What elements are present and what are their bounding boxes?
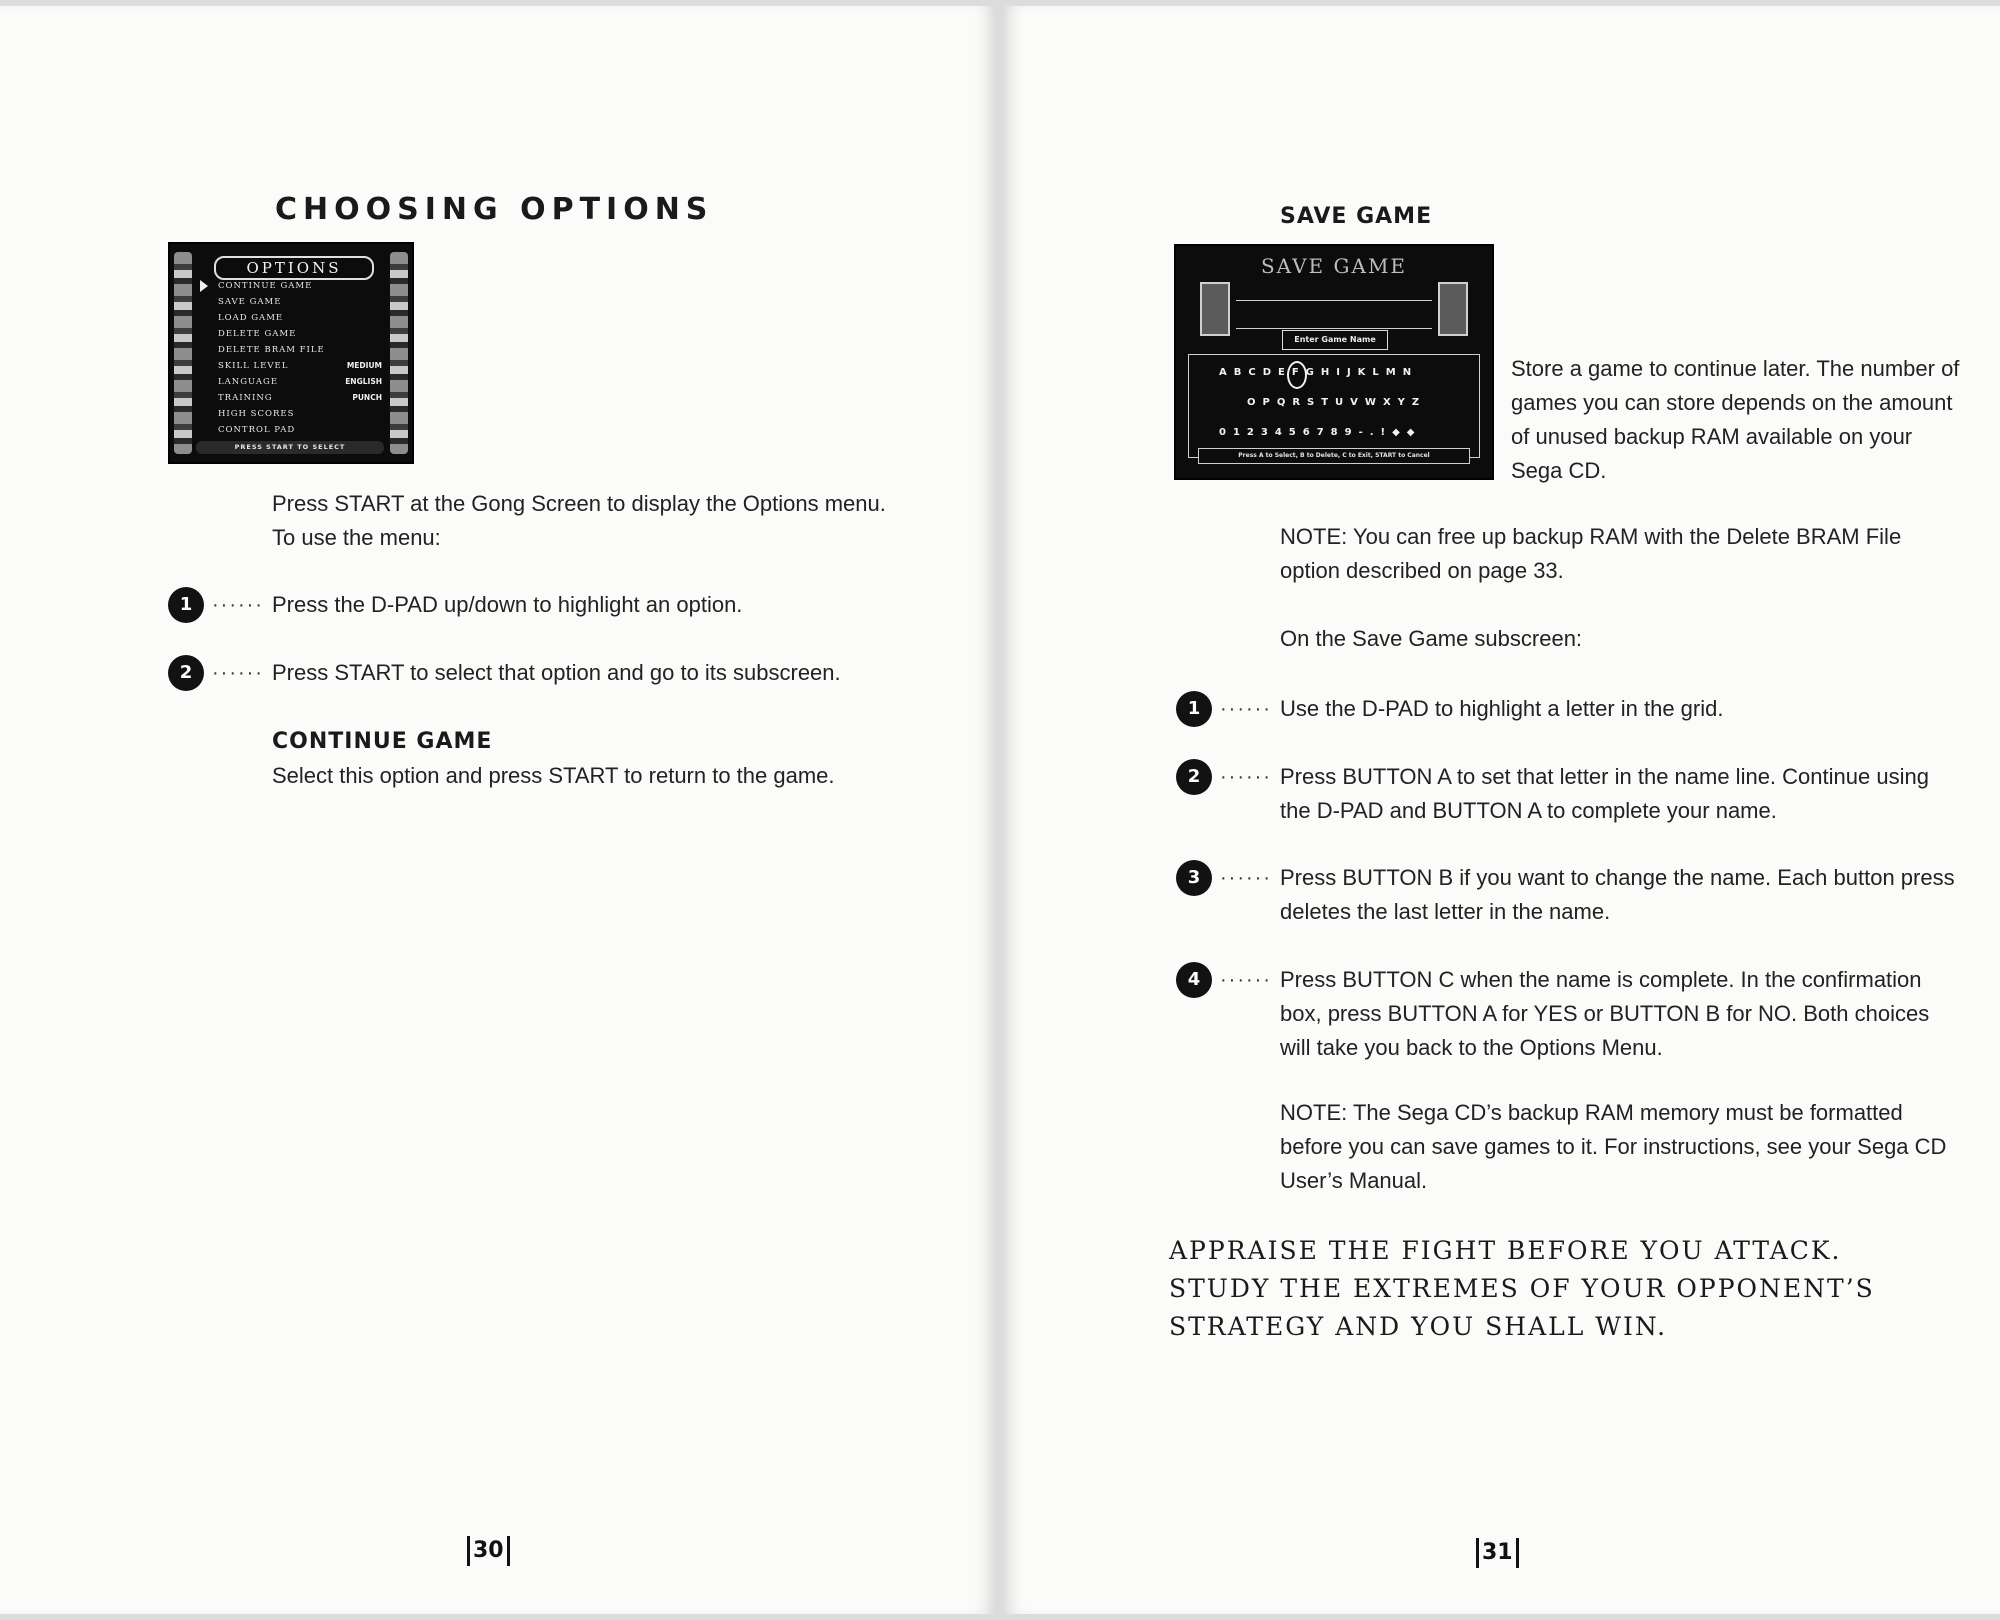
note-format-ram: NOTE: The Sega CD’s backup RAM memory must be formatted before you can save games to it. For instructions, see your Sega CD User’s Manual. [1280,1100,1947,1193]
step-number-1: 1 [1176,691,1212,727]
page-number-bar [1476,1538,1479,1568]
option-values [326,358,382,406]
selector-arrow-icon [200,280,208,292]
options-title: OPTIONS [214,256,374,280]
right-page [1003,6,2000,1614]
letter-row-3: 0123456789-.!◆◆ [1219,427,1422,438]
step-text-2: Press BUTTON A to set that letter in the name line. Continue using the D-PAD and BUTTON A to complete your name. [1280,764,1929,823]
step-dots: ······ [1220,698,1272,720]
frame-line [1236,328,1432,329]
option-control-pad: CONTROL PAD [218,425,296,435]
continue-game-heading: CONTINUE GAME [272,729,493,754]
step-number-2: 2 [168,655,204,691]
skill-value: MEDIUM [346,361,382,370]
save-game-heading: SAVE GAME [1280,204,1433,229]
page-number [464,1536,513,1566]
option-load-game: LOAD GAME [218,313,284,323]
language-value: ENGLISH [345,377,382,386]
option-language: LANGUAGE [218,377,279,387]
save-screen-title: SAVE GAME [1260,254,1408,278]
letter-row-1: ABCDEFGHIJKLMN [1219,367,1419,378]
enter-name-field: Enter Game Name [1282,330,1388,350]
option-continue-game: CONTINUE GAME [218,281,313,291]
step-number-1: 1 [168,587,204,623]
proverb-quote: APPRAISE THE FIGHT BEFORE YOU ATTACK. STUDY THE EXTREMES OF YOUR OPPONENT’S STRATEGY AND YOU SHALL WIN. [1169,1236,1875,1341]
page-number-bar [1516,1538,1519,1568]
option-save-game: SAVE GAME [218,297,282,307]
save-game-screenshot [1174,244,1494,480]
save-game-description: Store a game to continue later. The number of games you can store depends on the amount of unused backup RAM available on your Sega CD. [1511,356,1960,483]
left-page [0,6,995,1614]
page-number-bar [507,1536,510,1566]
save-screen-footer: Press A to Select, B to Delete, C to Exit, START to Cancel [1198,448,1470,464]
left-emblem-icon [1200,282,1230,336]
right-emblem-icon [1438,282,1468,336]
training-value: PUNCH [352,393,382,402]
intro-line-1: Press START at the Gong Screen to display the Options menu. [272,491,886,516]
step-number-3: 3 [1176,860,1212,896]
step-text-3: Press BUTTON B if you want to change the name. Each button press deletes the last letter in the name. [1280,865,1955,924]
option-delete-bram: DELETE BRAM FILE [218,345,325,355]
step-text-2: Press START to select that option and go to its subscreen. [272,660,841,685]
page-number-text: 30 [473,1538,504,1563]
options-menu-screenshot [168,242,414,464]
options-footer: PRESS START TO SELECT [196,441,384,454]
option-high-scores: HIGH SCORES [218,409,295,419]
frame-line [1236,300,1432,301]
intro-paragraph [272,487,932,555]
continue-game-text: Select this option and press START to return to the game. [272,763,835,788]
right-ornament [390,252,408,454]
page-number [1473,1538,1522,1568]
step-number-4: 4 [1176,962,1212,998]
step-dots: ······ [1220,766,1272,788]
step-text-1: Use the D-PAD to highlight a letter in the grid. [1280,696,1724,721]
page-number-text: 31 [1482,1540,1513,1565]
intro-line-2: To use the menu: [272,525,441,550]
letter-grid [1188,354,1480,458]
subscreen-intro: On the Save Game subscreen: [1280,626,1583,651]
step-dots: ······ [1220,969,1272,991]
step-dots: ······ [1220,867,1272,889]
letter-cursor-ring [1287,361,1307,389]
step-dots: ······ [212,594,264,616]
step-text-1: Press the D-PAD up/down to highlight an option. [272,592,743,617]
options-list [218,278,338,438]
step-dots: ······ [212,662,264,684]
step-number-2: 2 [1176,759,1212,795]
option-skill-level: SKILL LEVEL [218,361,289,371]
left-ornament [174,252,192,454]
letter-row-2: OPQRSTUVWXYZ [1247,397,1427,408]
option-training: TRAINING [218,393,273,403]
step-text-4: Press BUTTON C when the name is complete. In the confirmation box, press BUTTON A for YES or BUTTON B for NO. Both choices will take you back to the Options Menu. [1280,967,1930,1060]
note-backup-ram: NOTE: You can free up backup RAM with the Delete BRAM File option described on page 33. [1280,524,1902,583]
page-title: CHOOSING OPTIONS [275,192,714,227]
option-delete-game: DELETE GAME [218,329,297,339]
page-number-bar [467,1536,470,1566]
